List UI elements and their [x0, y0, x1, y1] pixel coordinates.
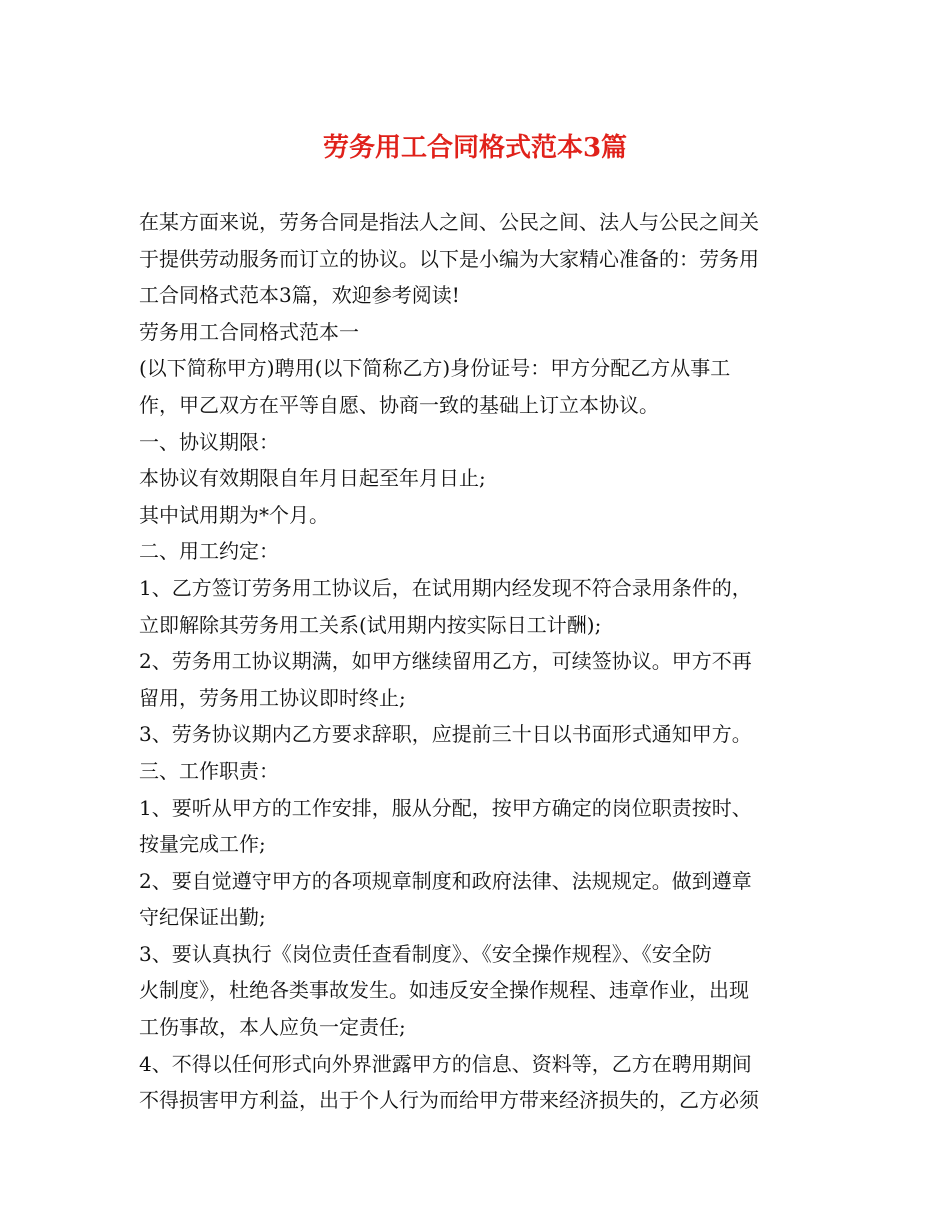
text-line: 1、要听从甲方的工作安排，服从分配，按甲方确定的岗位职责按时、 — [139, 795, 752, 820]
text-line: 2、劳务用工协议期满，如甲方继续留用乙方，可续签协议。甲方不再 — [139, 649, 752, 674]
text-line: 工伤事故，本人应负一定责任; — [139, 1015, 406, 1040]
text-line: 火制度》，杜绝各类事故发生。如违反安全操作规程、违章作业，出现 — [139, 978, 749, 1003]
document-title: 劳务用工合同格式范本3篇 — [322, 133, 628, 163]
text-line: 3、要认真执行《岗位责任查看制度》、《安全操作规程》、《安全防 — [139, 941, 712, 966]
text-line: 立即解除其劳务用工关系(试用期内按实际日工计酬); — [139, 612, 602, 637]
text-line: 3、劳务协议期内乙方要求辞职，应提前三十日以书面形式通知甲方。 — [139, 722, 752, 747]
text-line: 其中试用期为*个月。 — [139, 502, 329, 527]
text-line: 劳务用工合同格式范本一 — [139, 319, 359, 344]
text-line: 留用，劳务用工协议即时终止; — [139, 685, 406, 710]
text-line: 二、用工约定： — [139, 539, 279, 564]
text-line: 不得损害甲方利益，出于个人行为而给甲方带来经济损失的，乙方必须 — [139, 1088, 759, 1113]
text-line: 作，甲乙双方在平等自愿、协商一致的基础上订立本协议。 — [139, 392, 659, 417]
document-body — [139, 204, 815, 1119]
text-line: 在某方面来说，劳务合同是指法人之间、公民之间、法人与公民之间关 — [139, 210, 759, 234]
text-line: 1、乙方签订劳务用工协议后，在试用期内经发现不符合录用条件的， — [139, 575, 752, 600]
text-line: (以下简称甲方)聘用(以下简称乙方)身份证号：甲方分配乙方从事工 — [139, 356, 731, 381]
text-line: 本协议有效期限自年月日起至年月日止; — [139, 466, 486, 491]
text-line: 于提供劳动服务而订立的协议。以下是小编为大家精心准备的：劳务用 — [139, 246, 759, 271]
text-line: 工合同格式范本3篇，欢迎参考阅读! — [139, 283, 460, 308]
text-line: 按量完成工作; — [139, 832, 266, 857]
text-line: 三、工作职责： — [139, 758, 279, 783]
text-line: 守纪保证出勤; — [139, 905, 266, 930]
text-line: 一、协议期限： — [139, 429, 279, 454]
text-line: 2、要自觉遵守甲方的各项规章制度和政府法律、法规规定。做到遵章 — [139, 868, 752, 893]
text-line: 4、不得以任何形式向外界泄露甲方的信息、资料等，乙方在聘用期间 — [139, 1051, 752, 1076]
